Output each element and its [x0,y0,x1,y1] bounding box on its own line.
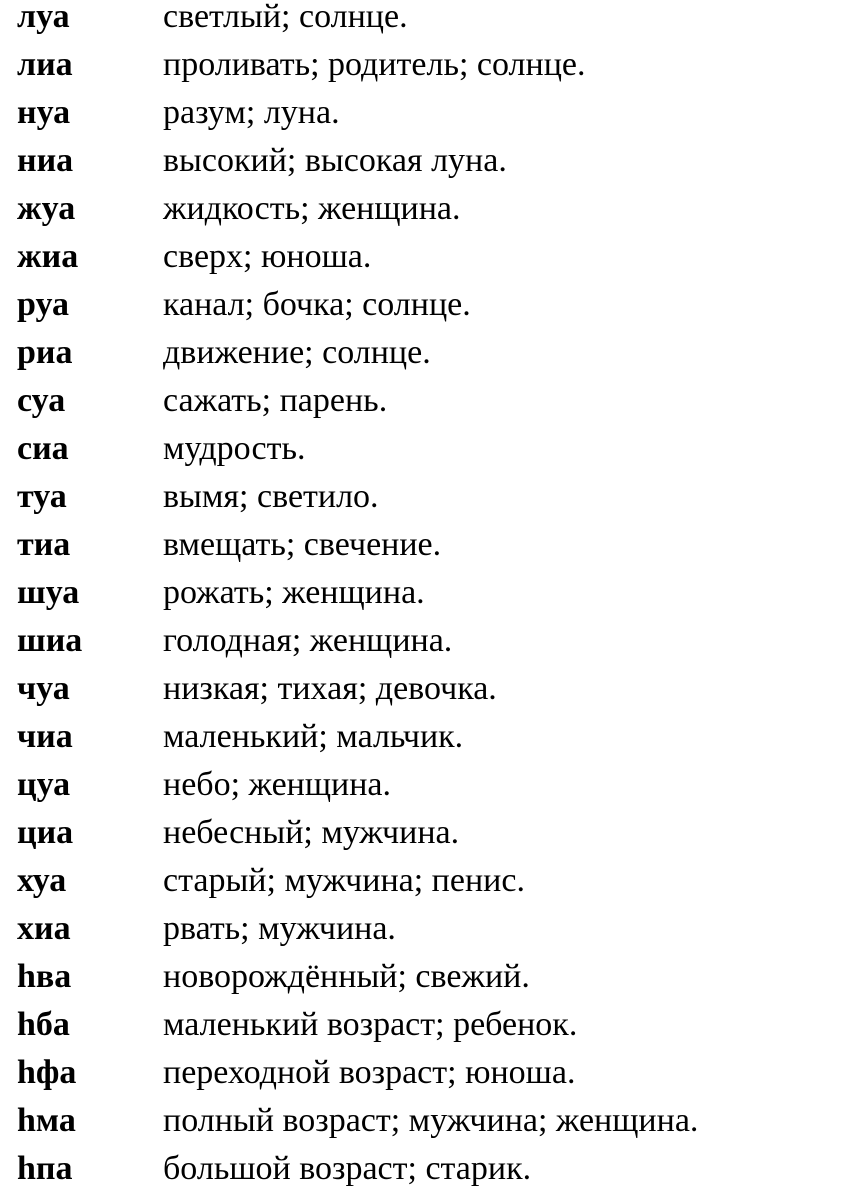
entry-definition: большой возраст; старик. [163,1150,532,1187]
entry-definition: светлый; солнце. [163,0,408,35]
entry-term: нуа [17,94,71,131]
entry-term: чиа [17,718,73,755]
entry-definition: переходной возраст; юноша. [163,1054,576,1091]
entry-definition: рвать; мужчина. [163,910,396,947]
glossary-entry [0,333,845,381]
entry-term: ниа [17,142,74,179]
entry-term: hба [17,1006,70,1043]
entry-term: шуа [17,574,80,611]
entry-definition: проливать; родитель; солнце. [163,46,586,83]
entry-definition: низкая; тихая; девочка. [163,670,497,707]
entry-term: чуа [17,670,70,707]
entry-term: суа [17,382,66,419]
glossary-entry [0,0,845,45]
entry-term: циа [17,814,74,851]
glossary-entry [0,381,845,429]
glossary-entry [0,525,845,573]
glossary-entry [0,141,845,189]
glossary-entry [0,1053,845,1101]
entry-definition: движение; солнце. [163,334,431,371]
entry-term: жиа [17,238,79,275]
entry-term: цуа [17,766,71,803]
entry-definition: вмещать; свечение. [163,526,442,563]
glossary-entry [0,189,845,237]
entry-term: тиа [17,526,71,563]
glossary-entry [0,285,845,333]
entry-term: луа [17,0,70,35]
entry-definition: старый; мужчина; пенис. [163,862,525,899]
glossary-entry [0,909,845,957]
entry-term: лиа [17,46,73,83]
entry-term: риа [17,334,73,371]
entry-term: хиа [17,910,71,947]
glossary-entry [0,237,845,285]
entry-term: хуа [17,862,67,899]
entry-definition: высокий; высокая луна. [163,142,507,179]
glossary-entry [0,93,845,141]
entry-term: туа [17,478,67,515]
glossary-entry [0,1101,845,1149]
entry-definition: мудрость. [163,430,306,467]
entry-term: hпа [17,1150,73,1187]
entry-term: руа [17,286,70,323]
entry-definition: маленький возраст; ребенок. [163,1006,578,1043]
glossary-entry [0,1149,845,1197]
entry-definition: сверх; юноша. [163,238,372,275]
entry-definition: разум; луна. [163,94,340,131]
entry-term: сиа [17,430,69,467]
entry-definition: небо; женщина. [163,766,392,803]
entry-definition: новорождённый; свежий. [163,958,530,995]
glossary-entry [0,45,845,93]
glossary-entry [0,813,845,861]
entry-term: hма [17,1102,76,1139]
entry-definition: маленький; мальчик. [163,718,464,755]
glossary-entry [0,861,845,909]
entry-term: hва [17,958,72,995]
entry-definition: вымя; светило. [163,478,379,515]
entry-definition: жидкость; женщина. [163,190,461,227]
glossary-entry [0,957,845,1005]
glossary-entry [0,621,845,669]
entry-definition: канал; бочка; солнце. [163,286,471,323]
glossary-entry [0,765,845,813]
entry-definition: сажать; парень. [163,382,388,419]
entry-definition: голодная; женщина. [163,622,453,659]
glossary-entry [0,717,845,765]
glossary-entry [0,669,845,717]
entry-term: жуа [17,190,76,227]
glossary-entry [0,429,845,477]
glossary-entry [0,573,845,621]
glossary-entry [0,477,845,525]
entry-term: шиа [17,622,83,659]
entry-definition: полный возраст; мужчина; женщина. [163,1102,699,1139]
entry-definition: рожать; женщина. [163,574,425,611]
glossary-entry [0,1005,845,1053]
entry-definition: небесный; мужчина. [163,814,460,851]
entry-term: hфа [17,1054,77,1091]
